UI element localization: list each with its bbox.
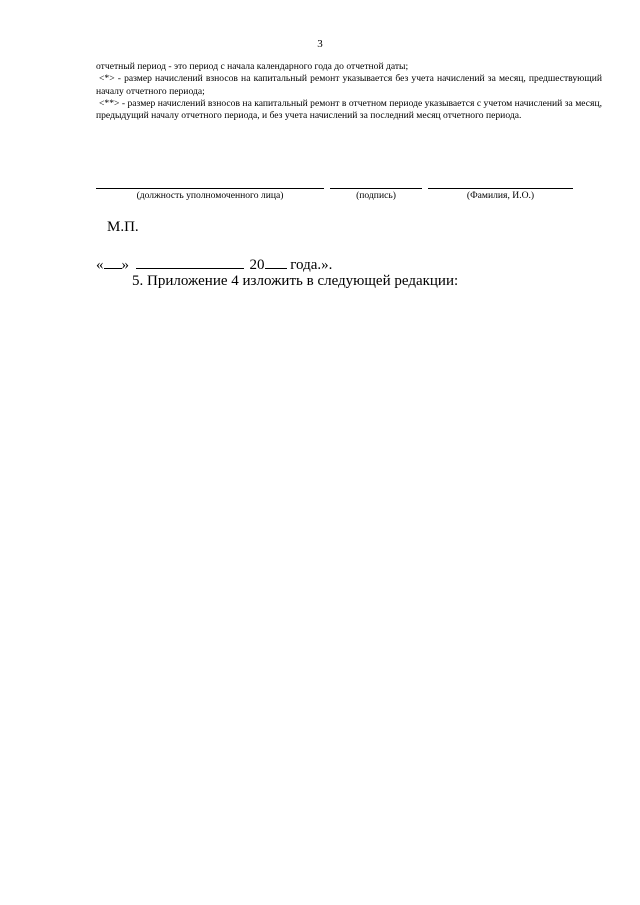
day-blank [104, 256, 122, 269]
name-caption: (Фамилия, И.О.) [466, 190, 535, 201]
name-line [428, 178, 573, 189]
year-blank [265, 256, 287, 269]
position-line [96, 178, 324, 189]
position-field [96, 178, 324, 201]
signature-caption: (подпись) [356, 190, 396, 201]
instruction-text: 5. Приложение 4 изложить в следующей редакции: [132, 273, 459, 289]
date-open-quote: « [96, 257, 104, 273]
date-suffix: года.». [290, 257, 333, 273]
name-field [428, 178, 573, 201]
page-number: 3 [317, 38, 323, 50]
footnote-2: <**> - размер начислений взносов на капитальный ремонт в отчетном периоде указывается с учетом начислений за месяц, предыдущий началу отчетного периода, и без учета начислений за последний месяц отчетного периода. [96, 97, 602, 122]
year-prefix: 20 [249, 257, 265, 273]
month-blank [136, 256, 244, 269]
stamp-label: М.П. [107, 219, 139, 235]
date-line [96, 256, 332, 274]
signature-line [330, 178, 422, 189]
date-close-quote: » [121, 257, 129, 273]
position-caption: (должность уполномоченного лица) [136, 190, 284, 201]
footnote-1: <*> - размер начислений взносов на капитальный ремонт указывается без учета начислений за месяц, предшествующий началу отчетного периода; [96, 73, 602, 97]
signature-field [330, 178, 422, 201]
signature-row [96, 178, 602, 208]
period-definition: отчетный период - это период с начала календарного года до отчетной даты; [96, 61, 409, 72]
footnotes [96, 61, 602, 122]
